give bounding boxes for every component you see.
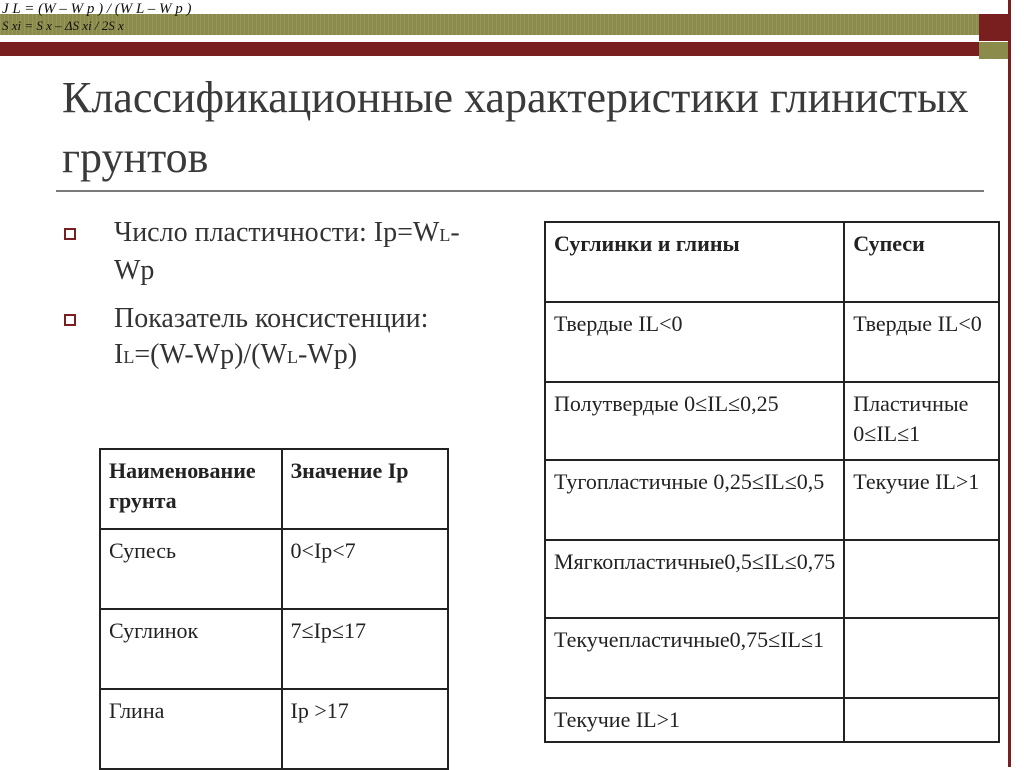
table-row xyxy=(545,460,999,540)
table-header-row xyxy=(545,222,999,302)
square-bullet-icon xyxy=(64,228,76,240)
header-loams-clays: Суглинки и глины xyxy=(545,222,844,302)
subscript: L xyxy=(286,347,298,367)
table-row xyxy=(545,698,999,742)
right-vertical-line xyxy=(1008,0,1011,767)
title-underline xyxy=(56,190,984,192)
table-row xyxy=(545,618,999,698)
table-cell: Твердые IL<0 xyxy=(844,302,999,382)
table-cell: 7≤Ip≤17 xyxy=(282,609,448,689)
table-row xyxy=(545,302,999,382)
bullet-consistency xyxy=(62,301,462,375)
formula-line-2: S xi = S x – ΔS xi / 2S x xyxy=(2,18,124,33)
table-row xyxy=(100,529,448,609)
subscript: L xyxy=(123,347,135,367)
table-cell: Текучепластичные0,75≤IL≤1 xyxy=(545,618,844,698)
table-row xyxy=(100,609,448,689)
bullet-text: Показатель консистенции: I xyxy=(114,303,429,370)
corner-square-olive xyxy=(979,42,1008,59)
table-cell: Ip >17 xyxy=(282,689,448,769)
bullet-text: =(W-Wp)/(W xyxy=(134,339,287,370)
table-cell xyxy=(844,540,999,618)
table-cell: Текучие IL>1 xyxy=(545,698,844,742)
table-cell: Твердые IL<0 xyxy=(545,302,844,382)
slide-title: Классификационные характеристики глинистых грунтов xyxy=(62,73,969,182)
table-row xyxy=(100,689,448,769)
table-cell: Пластичные 0≤IL≤1 xyxy=(844,382,999,460)
table-cell xyxy=(844,698,999,742)
table-cell: Текучие IL>1 xyxy=(844,460,999,540)
table-header-row xyxy=(100,449,448,529)
consistency-index-table xyxy=(544,221,1000,743)
table-row xyxy=(545,540,999,618)
table-cell: Суглинок xyxy=(100,609,282,689)
top-band-olive xyxy=(0,14,979,35)
bullet-list xyxy=(62,215,462,387)
table-cell: Глина xyxy=(100,689,282,769)
table-cell xyxy=(844,618,999,698)
table-cell: Полутвердые 0≤IL≤0,25 xyxy=(545,382,844,460)
square-bullet-icon xyxy=(64,314,76,326)
bullet-text: -Wp) xyxy=(297,339,358,370)
table-cell: Супесь xyxy=(100,529,282,609)
header-ip-value: Значение Ip xyxy=(282,449,448,529)
plasticity-index-table xyxy=(99,448,449,770)
corner-square-maroon xyxy=(979,14,1008,41)
bullet-plasticity xyxy=(62,215,462,289)
bullet-text: -Wp xyxy=(114,217,460,286)
bullet-text: Число пластичности: Ip=W xyxy=(114,217,440,248)
table-cell: Мягкопластичные0,5≤IL≤0,75 xyxy=(545,540,844,618)
table-row xyxy=(545,382,999,460)
top-band-maroon xyxy=(0,42,979,56)
table-cell: Тугопластичные 0,25≤IL≤0,5 xyxy=(545,460,844,540)
header-soil-name: Наименование грунта xyxy=(100,449,282,529)
header-sandy-loams: Супеси xyxy=(844,222,999,302)
formula-line-1: J L = (W – W p ) / (W L – W p ) xyxy=(2,1,192,17)
subscript: L xyxy=(439,225,451,245)
table-cell: 0<Ip<7 xyxy=(282,529,448,609)
